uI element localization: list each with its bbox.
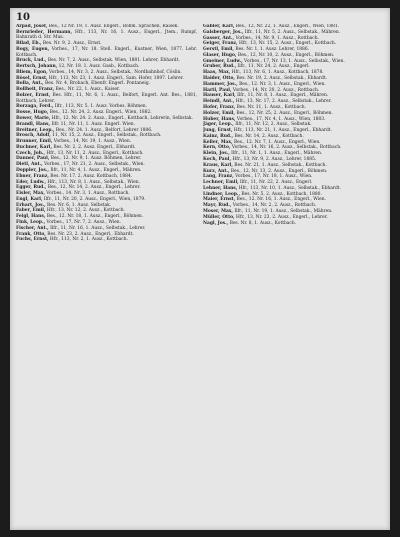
entry-name: Bosse, Hugo, [16,110,49,116]
entry-name: Glaser, Hugo, [203,52,237,58]
entry-text: Vorbes., 14, Nr. 9, 1. Ausz., Rottbach. [235,35,319,41]
entry-text: Hfr., 13, Nr. 9, 2. Ausz., Lehrer, 1885. [232,156,317,162]
entry-name: Fischer, Ant., [16,225,49,231]
entry-text: Ilfr., 113, Nr. 5, 1. Ausz. Vorbes. Böhmen. [54,104,147,110]
entry-name: Moser, Max, [203,209,233,214]
entry-name: Bolla, Ant., [16,81,44,87]
entry-name: Gabler, Karl, [203,24,235,29]
document-page [10,8,390,530]
entry-text: Vorbes., 14, Nr. 20, 2. Ausz., Rottbach. [232,87,320,93]
entry-name: Müller, Otto, [203,214,235,220]
directory-entry [203,192,384,198]
entry-text: Bes. Nr. 4, Brobach, Ebenfr. Engerl. Pontaneig. [44,81,151,87]
entry-text: Hfr., 113, Nr. 21, 1. Ausz., Engerl., Ebhardt. [233,128,332,134]
entry-text: 11, Nr. 15, 2. Ausz., Engerl., Selbstak., Rottbach. [52,133,162,139]
directory-entry [203,47,384,53]
directory-entry [16,76,197,82]
entry-text: Ilfr., 11, Nr. 20, 2. Ausz., Engerl., Wien, 1879. [43,196,146,202]
directory-entry [16,24,197,30]
directory-entry [203,157,384,163]
entry-name: Erhart, Jos., [16,202,46,208]
entry-name: Gaisberger, Jos., [203,29,244,35]
entry-name: Haas, Max, [203,70,231,76]
entry-name: Huber, Hans, [203,116,236,122]
entry-text: Bes., 12, Nr. 10, 2. Ausz., Engerl., Böhmen. [237,52,335,58]
directory-entry [16,81,197,87]
entry-text: Ilfr., 11, Nr. 12, 2. Ausz., Selbstak. [235,122,312,128]
entry-name: Bliem, Egon, [16,69,48,75]
directory-entry [203,76,384,82]
entry-text: Bes., 12 Nr. 19, 1. Ausz. Engerl., Böhm. Sprachen, Raisek. [48,24,179,29]
entry-name: Lindner, Leop., [203,191,240,197]
directory-entry [203,203,384,209]
directory-entry [203,180,384,186]
directory-entry [203,215,384,221]
entry-text: Hfr., 113, Nr. 8, 1. Ausz., Selbstak., Wien. [47,179,140,185]
entry-text: Bes., 12, Nr. 22, 1. Ausz., Engerl., Wien, 1881. [235,24,340,29]
directory-entry [16,197,197,203]
directory-entry [203,30,384,36]
directory-entry [16,41,197,47]
entry-name: Bollheit, Franz, [16,87,55,93]
entry-name: Faber, Emil, [16,208,46,214]
entry-name: Mayr, Rud., [203,203,232,209]
entry-text: Hfr., 13, Nr. 23, 2. Ausz., Engerl., Lehrer. [235,214,328,220]
entry-text: Bes. Nr. 14, 2. Ausz., Kottbach. [234,133,304,139]
entry-name: Frank, Otto, [16,231,46,237]
entry-name: Borzaga, Ferd., [16,104,54,110]
entry-text: Ilfr., 11, Nr. 24, 2. Ausz., Engerl. [237,64,310,70]
directory-entry [203,111,384,117]
entry-name: Klein, Jos., [203,151,230,157]
entry-text: Bes. Nr. 2, 2. Ausz. Engerl., Ebhardt. [53,144,136,150]
entry-name: Maier, Ernst, [203,197,236,203]
entry-name: Keller, Max, [203,139,233,145]
text-columns [16,24,384,524]
entry-name: Hartl, Paul, [203,87,232,93]
entry-text: Vorbes., 17, Nr. 4, 1. Ausz., Wien, 1883. [236,116,326,122]
entry-name: Gmeiner, Ludw., [203,58,243,64]
entry-text: 12, Nr. 18. 1. Ausz. Gasb., Kottbach. [58,64,140,70]
entry-name: Hammer, Jos., [203,81,238,87]
entry-name: Bogy, Eugen, [16,46,50,52]
entry-text: Bes. Nr. 5, 2. Ausz., Kottbach, 1880. [241,191,322,197]
entry-name: Haider, Otto, [203,76,235,82]
left-column [16,24,197,524]
entry-name: Brandl, Hans, [16,121,51,127]
entry-name: Bruck, Lud., [16,58,47,64]
entry-text: Bes., Nr. 22, 1. Ausz., Kaiser. [55,87,120,93]
directory-entry [16,220,197,226]
entry-text: Bes. Hfr., 11, Nr. 6, 1. Ausz., Belfort, Engerl. Ant. Bes., 1881, Rottbach, Lehrer. [16,93,197,104]
entry-name: Feigl, Hans, [16,214,46,220]
entry-name: Kraus, Karl, [203,162,233,168]
entry-text: Hfr., 13, Nr. 17, 2. Ausz., Selbstak., Lehrer. [235,99,332,105]
entry-text: Bes. Nr. 8, 1. Ausz., Kottbach. [229,220,297,226]
directory-entry [16,87,197,93]
directory-entry [203,145,384,151]
directory-entry [16,139,197,145]
entry-text: Hfr., 113, Nr. 2, 1. Ausz., Kottbach. [49,237,128,243]
directory-entry [16,156,197,162]
entry-name: Brunner, Emil, [16,139,53,145]
entry-text: Ilfr., 11, Nr. 22, 2. Ausz., Engerl. [240,180,313,186]
directory-entry [16,226,197,232]
entry-name: Breitner, Leop., [16,127,55,133]
entry-text: Ilfr., 11, Nr. 16, 1. Ausz., Selbstak., Lehrer. [50,225,146,231]
directory-entry [203,105,384,111]
entry-text: Ilfr., 11, Nr. 8, 1. Ausz., Engerl., Mähren. [237,93,329,99]
entry-name: Bertsch, Johann, [16,64,58,70]
directory-entry [16,145,197,151]
directory-entry [16,116,197,122]
directory-entry [16,174,197,180]
entry-text: Bes., 12. Nr. 7, 1. Ausz., Engerl., Wien. [233,139,321,145]
entry-name: Hofer, Franz, [203,104,236,110]
entry-name: Arpad, Josef, [16,24,48,29]
entry-text: Vorbes., 17, Nr. 18. Stell. Engerl., Kustner, Wien, 1877. Lehr. Kottbach. [16,46,197,58]
directory-entry [203,186,384,192]
entry-name: Koch, Paul, [203,156,231,162]
directory-entry [16,237,197,243]
entry-name: Holzer, Emil, [203,110,235,116]
entry-name: Egger, Rud., [16,185,47,191]
entry-text: Vorbes., 14. Nr. 3, 1. Ausz., Rottbach. [46,191,130,197]
entry-name: Gasser, Ant., [203,35,235,41]
entry-text: Ilfr., 11, Nr. 4, 1. Ausz., Engerl., Mähren. [50,167,142,173]
directory-entry [16,180,197,186]
directory-entry [16,151,197,157]
page-number: 10 [16,12,30,23]
entry-text: Bes., 12. Nr. 9, 1. Ausz. Böhmen, Lehrer. [50,156,142,162]
entry-text: Bes. Nr. 9, 2. Ausz., Ernst. [42,41,102,47]
entry-text: Bes. Nr. 6, 1. Ausz. Selbstak. [47,202,112,208]
entry-text: Vorbes., 14, Nr. 19, 1. Ausz., Wien. [53,139,132,145]
directory-entry [16,133,197,139]
directory-entry [203,93,384,99]
entry-text: Hfr., 113, Nr. 23, 1. Ausz. Engerl., Sam. Hofer, 1897. Lehrer. [48,75,184,81]
entry-text: Bes. Nr. 1, 1. Ausz. Lehrer, 1886. [235,47,310,53]
directory-entry [203,82,384,88]
directory-entry [16,214,197,220]
directory-entry [16,58,197,64]
directory-entry [203,209,384,215]
entry-text: Vorbes., 14, Nr. 16, 2. Ausz., Selbstak., Rottbach. [231,145,342,151]
entry-name: Bolzer, Ernst, [16,93,51,98]
directory-entry [203,140,384,146]
entry-text: Hfr., 113, Nr. 16, 1. Ausz., Engerl., Jtem., Rumpf, Bahnrath d. Str. Mus. [16,29,197,41]
entry-text: Bes. Nr. 23, 2. Ausz., Engerl., Ebhardt. [47,231,134,237]
directory-entry [16,122,197,128]
entry-name: Bernrieder, Hermann, [16,29,72,35]
directory-entry [203,41,384,47]
entry-name: Lechner, Emil, [203,180,239,186]
directory-entry [16,64,197,70]
directory-entry [16,208,197,214]
entry-name: Lehner, Hans, [203,185,238,191]
entry-text: Hfr., 13, Nr. 15, 2. Ausz., Engerl., Kottbach. [238,41,337,47]
directory-entry [16,232,197,238]
entry-text: Bes. Nr. 7, 2. Ausz., Selbstak. Wien, 1881. Lehrer, Ebhardt. [47,58,180,64]
entry-text: Bes. Nr. 21, 1. Ausz., Selbstak., Kottbach. [234,162,327,168]
entry-name: Bilad, Eb., [16,41,42,47]
directory-entry [203,64,384,70]
entry-name: Jung, Ernst, [203,128,233,134]
entry-name: Kainz, Rud., [203,133,234,139]
directory-entry [16,185,197,191]
entry-name: Dietl, Ant., [16,162,43,168]
entry-text: Bes., 12, Nr. 14, 2. Ausz., Engerl., Lehrer. [47,185,141,191]
entry-text: Bes., Nr. 24. 1. Ausz., Belfort, Lehrer 1886. [55,127,153,133]
entry-text: Bes., 12. Nr. 3, 1. Ausz., Engerl., Wien. [239,81,326,87]
directory-entry [16,104,197,110]
entry-name: Doppler, Jos., [16,167,49,173]
directory-entry [16,70,197,76]
directory-entry [16,162,197,168]
entry-text: Bes., 12. Nr. 16, 1. Ausz., Engerl., Wien. [236,197,326,203]
entry-name: Hauser, Karl, [203,93,236,99]
entry-name: Kurz, Ant., [203,168,230,174]
entry-name: Eder, Ludw., [16,179,47,185]
entry-text: Vorbes., 17, Nr. 18, 1. Ausz., Wien. [235,174,313,180]
directory-entry [203,221,384,227]
directory-entry [16,191,197,197]
entry-text: Bes. Nr. 11, 1. Ausz., Kottbach. [236,104,306,110]
entry-name: Bösel, Ernst, [16,75,48,81]
entry-name: Lang, Franz, [203,174,234,180]
entry-name: Gruber, Rud., [203,64,237,70]
directory-entry [16,47,197,58]
entry-text: Bes., 12, Nr. 25, 2. Ausz., Engerl., Böhmen. [236,110,333,116]
entry-text: Ilfr., 11, Nr. 5, 2. Ausz., Selbstak., Mähren. [244,29,341,35]
entry-name: Geiger, Franz, [203,41,238,47]
entry-text: Vorbes., 17, Nr. 7, 2. Ausz., Wien. [46,220,121,225]
entry-name: Danner, Paul, [16,156,50,162]
entry-text: Bes. Nr. 17. 2. Ausz. Kottbach, 1884. [50,173,133,179]
entry-text: Hfr., 12. Nr. 24. 2. Ausz., Engerl., Kottbach, Lehrerin, Selbstak. [51,115,193,121]
directory-entry [203,117,384,123]
entry-name: Engl, Karl, [16,196,43,202]
entry-name: Fink, Leop., [16,220,46,225]
entry-text: Bes., 12. Nr. 18, 1. Ausz., Engerl., Böhmen. [46,214,144,220]
entry-text: Hfr., 13, Nr. 12, 2. Ausz., Kottbach. [46,208,125,214]
entry-text: Bes., 12, Nr. 13, 2. Ausz., Engerl., Böhmen. [230,168,328,174]
entry-name: Bower, Marie, [16,115,51,121]
entry-name: Buchner, Karl, [16,144,52,150]
directory-entry [203,36,384,42]
directory-entry [203,99,384,105]
entry-text: Hfr., 113, Nr. 10, 1. Ausz., Selbstak., Ebhardt. [238,185,341,191]
entry-text: Ilfr., 11, Nr. 1, 1. Ausz., Engerl., Mähren. [231,151,323,157]
entry-text: Bes. Nr. 19, 2. Ausz., Selbstak., Ebhardt. [236,76,327,82]
directory-entry [203,197,384,203]
entry-name: Brosch, Adolf, [16,133,51,139]
entry-name: Eisler, Max, [16,191,45,197]
entry-name: Ebner, Franz, [16,173,49,179]
directory-entry [16,128,197,134]
directory-entry [203,53,384,59]
directory-entry [203,151,384,157]
directory-entry [203,59,384,65]
directory-entry [16,93,197,104]
directory-entry [16,30,197,41]
directory-entry [203,24,384,30]
entry-name: Czech, Joh., [16,150,45,156]
entry-text: Bes., 12. Nr. 24, 2. Ausz. Engerl., Wien, 1882. [49,110,152,116]
directory-entry [203,128,384,134]
directory-entry [16,168,197,174]
entry-text: Ilfr., 11, Nr. 19, 1. Ausz., Selbstak., Mähren. [234,209,333,214]
directory-entry [203,122,384,128]
entry-text: Vorbes., 17, Nr. 13, 1. Ausz., Selbstak., Wien. [244,58,345,64]
directory-entry [203,134,384,140]
entry-name: Nagl, Jos., [203,220,229,226]
entry-text: Ilfr. 11, Nr. 11, 1. Ausz. Engerl. Wien. [51,121,135,127]
directory-entry [203,163,384,169]
entry-name: Heindl, Ant., [203,99,235,105]
entry-text: Vorbes., 17, Nr. 21, 2. Ausz., Selbstak., Wien. [44,162,145,168]
directory-entry [16,110,197,116]
directory-entry [16,203,197,209]
right-column [203,24,384,524]
entry-name: Fuchs, Ernst, [16,237,49,243]
entry-text: Hfr., 13, Nr. 11, 2. Ausz., Engerl., Kottbach. [46,150,144,156]
entry-name: Gerstl, Emil, [203,47,234,53]
entry-text: Vorbes., 14, Nr. 3, 2. Ausz., Selbstak., Nordbahnhof, Cöslin. [49,69,182,75]
entry-text: Vorbes., 14, Nr. 2, 2. Ausz., Rottbach. [232,203,317,209]
entry-text: Hfr., 113, Nr. 6, 1. Ausz., Kottbach, 1878. [231,70,324,76]
directory-entry [203,169,384,175]
entry-name: Kern, Otto, [203,145,231,151]
directory-entry [203,88,384,94]
directory-entry [203,70,384,76]
entry-name: Jäger, Leop., [203,122,234,128]
directory-entry [203,174,384,180]
